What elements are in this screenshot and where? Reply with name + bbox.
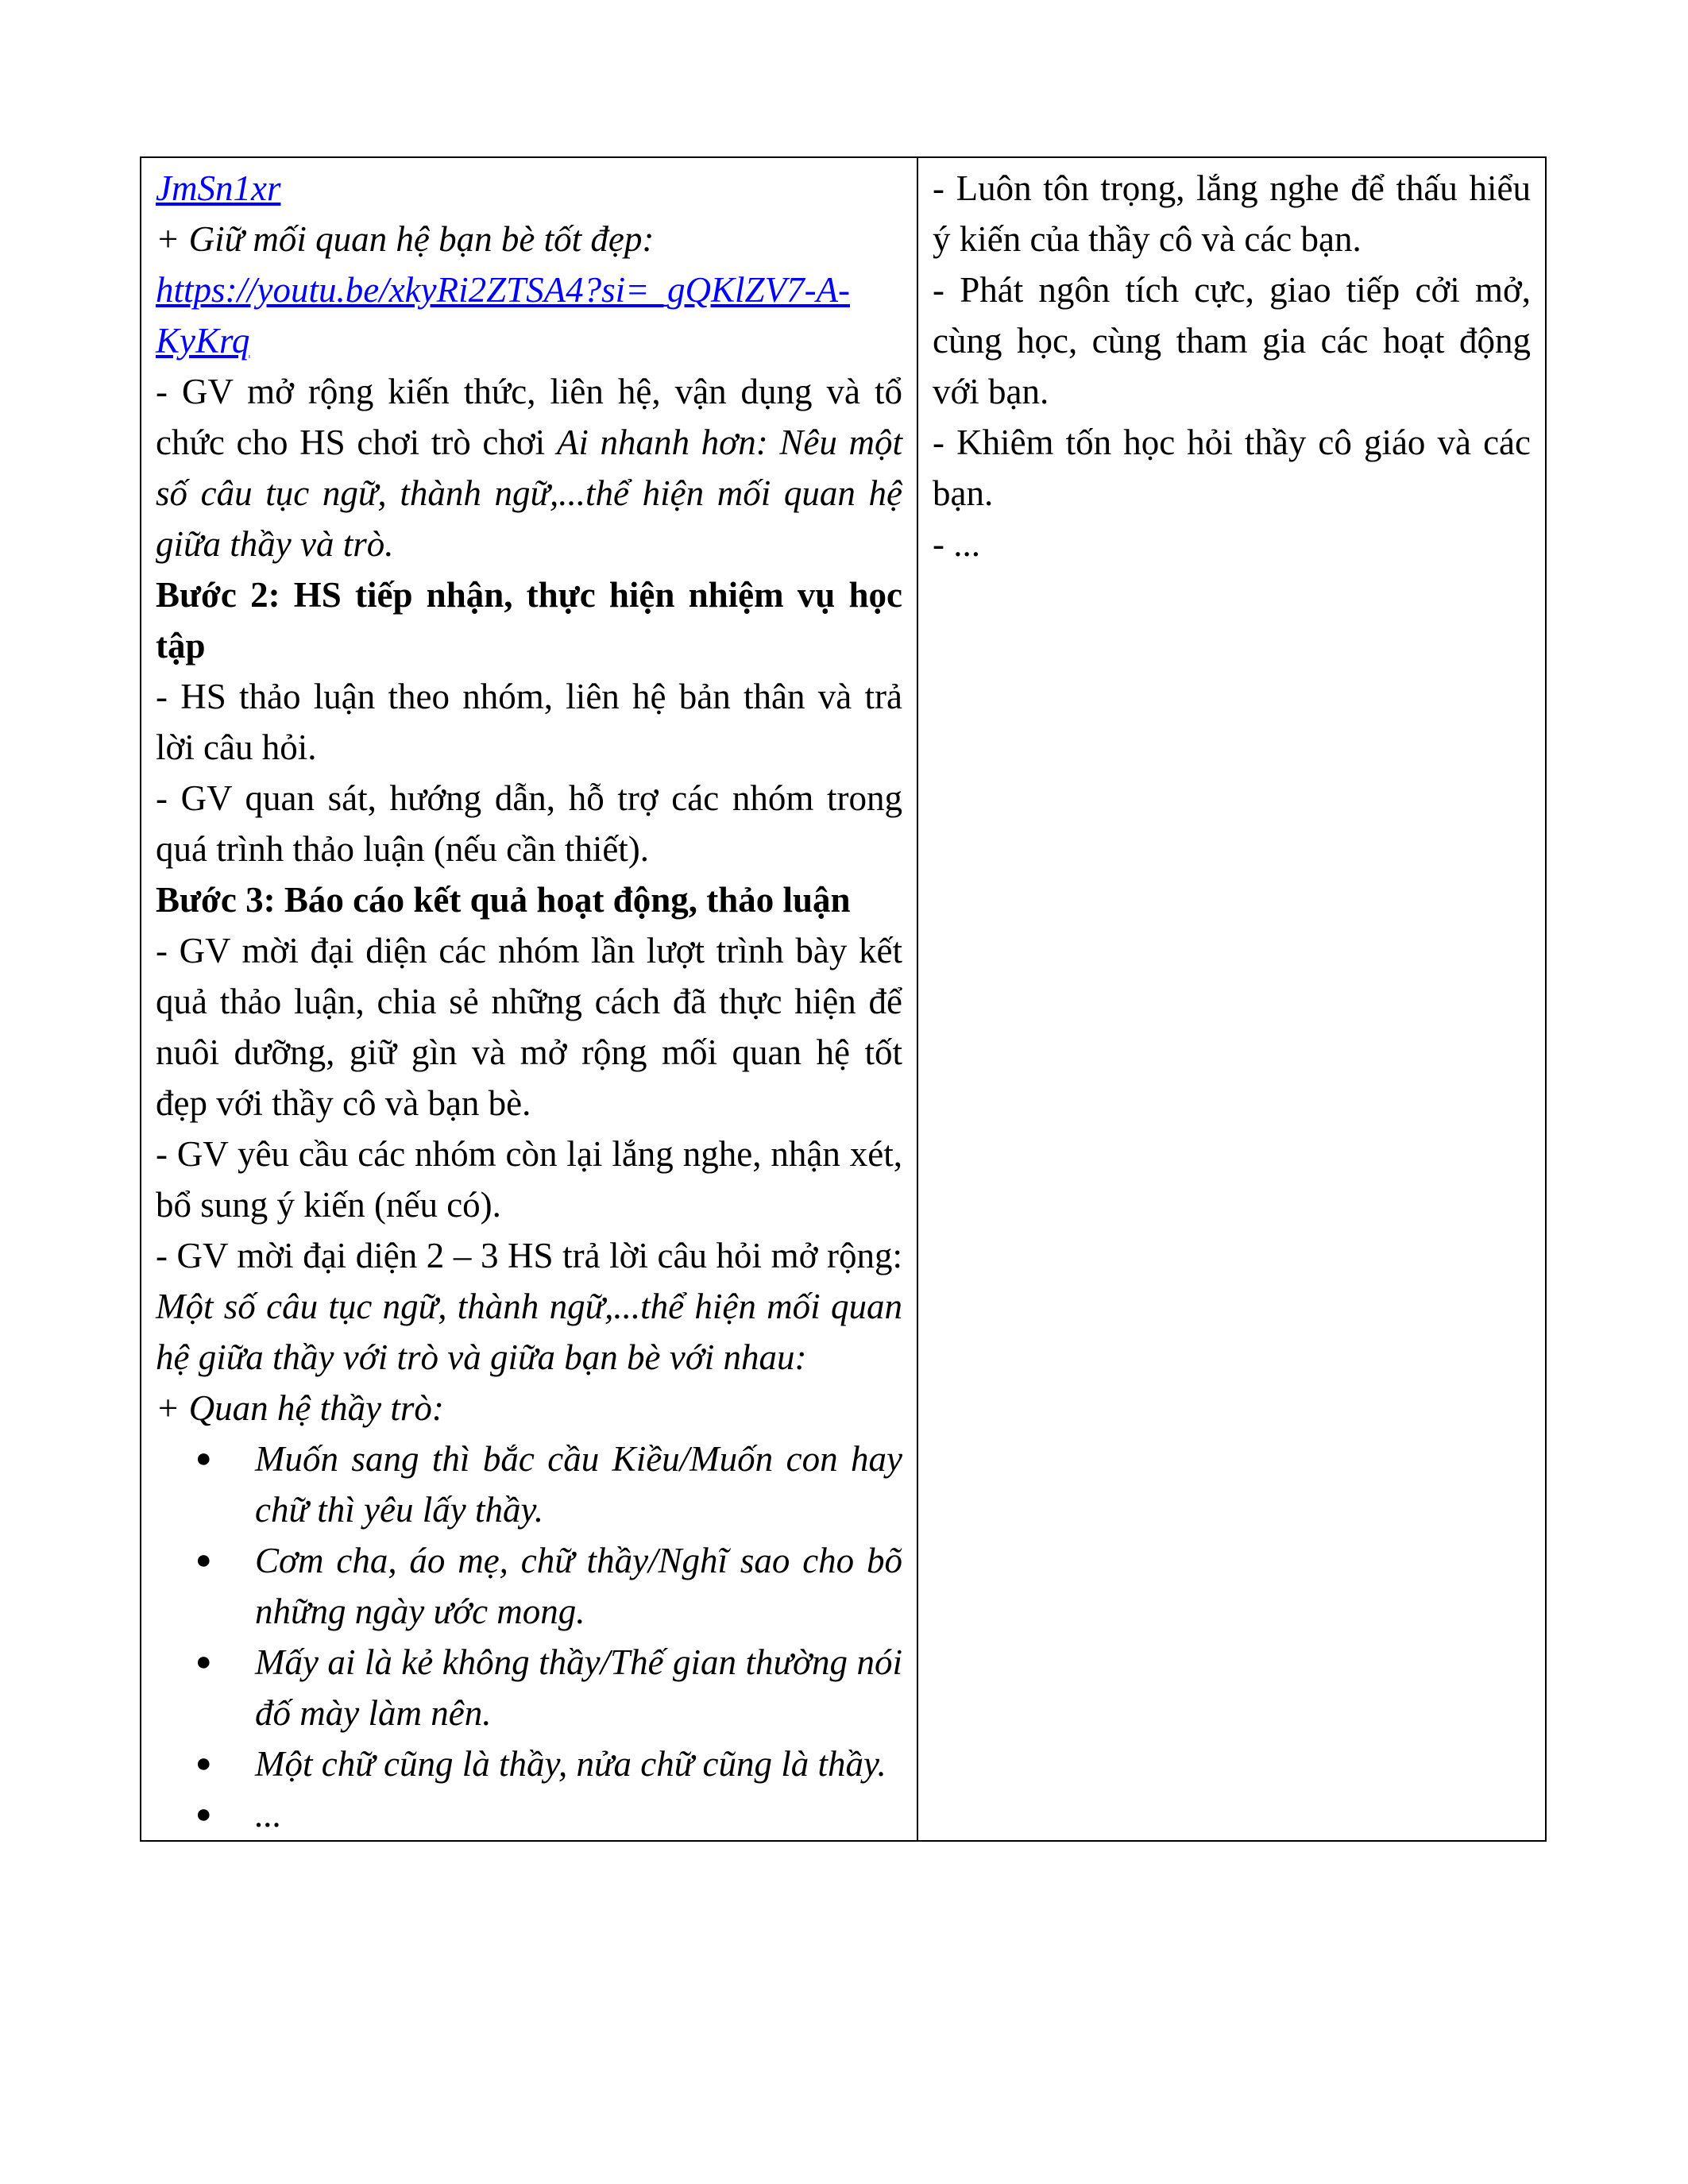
proverb-list — [156, 1433, 902, 1840]
bullet-icon: ● — [195, 1545, 212, 1575]
teacher-student-heading: + Quan hệ thầy trò: — [156, 1388, 444, 1428]
bullet-icon: ● — [195, 1800, 212, 1829]
step2-paragraph-1: - HS thảo luận theo nhóm, liên hệ bản thân và trả lời câu hỏi. — [156, 677, 902, 767]
video-link-2[interactable]: https://youtu.be/xkyRi2ZTSA4?si=_gQKlZV7-A-KyKrq — [156, 270, 851, 361]
proverb-text: ... — [255, 1795, 282, 1835]
step2-title: Bước 2: HS tiếp nhận, thực hiện nhiệm vụ học tập — [156, 575, 902, 666]
friend-relationship-label: + Giữ mối quan hệ bạn bè tốt đẹp: — [156, 219, 655, 259]
proverb-text: Muốn sang thì bắc cầu Kiều/Muốn con hay chữ thì yêu lấy thầy. — [255, 1439, 902, 1530]
bullet-icon: ● — [195, 1647, 212, 1677]
list-item — [195, 1637, 902, 1738]
table-row — [141, 157, 1546, 1841]
list-item — [195, 1738, 902, 1789]
step3-paragraph-2: - GV yêu cầu các nhóm còn lại lắng nghe, nhận xét, bổ sung ý kiến (nếu có). — [156, 1134, 902, 1225]
outcome-item: - Khiêm tốn học hỏi thầy cô giáo và các bạn. — [933, 423, 1531, 513]
expected-outcome-cell — [917, 157, 1546, 1841]
step3-question-text: - GV mời đại diện 2 – 3 HS trả lời câu hỏi mở rộng: — [156, 1236, 902, 1275]
gv-expand-text: - GV mở rộng kiến thức, liên hệ, vận dụng và tổ chức cho HS chơi trò chơi — [156, 372, 902, 462]
proverb-text: Một chữ cũng là thầy, nửa chữ cũng là thầy. — [255, 1744, 886, 1784]
step3-paragraph-3 — [156, 1230, 902, 1383]
step3-title: Bước 3: Báo cáo kết quả hoạt động, thảo luận — [156, 880, 851, 920]
step3-paragraph-1: - GV mời đại diện các nhóm lần lượt trình bày kết quả thảo luận, chia sẻ những cách đã thực hiện để nuôi dưỡng, giữ gìn và mở rộng mối quan hệ tốt đẹp với thầy cô và bạn bè. — [156, 931, 902, 1123]
outcome-item: - ... — [933, 524, 980, 564]
outcome-item: - Luôn tôn trọng, lắng nghe để thấu hiểu ý kiến của thầy cô và các bạn. — [933, 168, 1531, 259]
gv-expand-paragraph — [156, 366, 902, 569]
list-item — [195, 1789, 902, 1840]
proverb-text: Mấy ai là kẻ không thầy/Thế gian thường nói đố mày làm nên. — [255, 1642, 902, 1733]
teacher-activity-cell — [141, 157, 917, 1841]
list-item — [195, 1535, 902, 1637]
game-name-text: Ai nhanh hơn: Nêu một số câu tục ngữ, thành ngữ,...thể hiện mối quan hệ giữa thầy và trò. — [156, 423, 902, 564]
video-link-1-tail[interactable]: JmSn1xr — [156, 168, 281, 208]
list-item — [195, 1433, 902, 1535]
proverb-text: Cơm cha, áo mẹ, chữ thầy/Nghĩ sao cho bõ những ngày ước mong. — [255, 1541, 902, 1631]
bullet-icon: ● — [195, 1749, 212, 1778]
bullet-icon: ● — [195, 1444, 212, 1473]
step3-question-italic: Một số câu tục ngữ, thành ngữ,...thể hiện mối quan hệ giữa thầy với trò và giữa bạn bè với nhau: — [156, 1287, 902, 1377]
lesson-table — [140, 156, 1547, 1842]
outcome-item: - Phát ngôn tích cực, giao tiếp cởi mở, cùng học, cùng tham gia các hoạt động với bạn. — [933, 270, 1531, 411]
step2-paragraph-2: - GV quan sát, hướng dẫn, hỗ trợ các nhóm trong quá trình thảo luận (nếu cần thiết). — [156, 778, 902, 869]
